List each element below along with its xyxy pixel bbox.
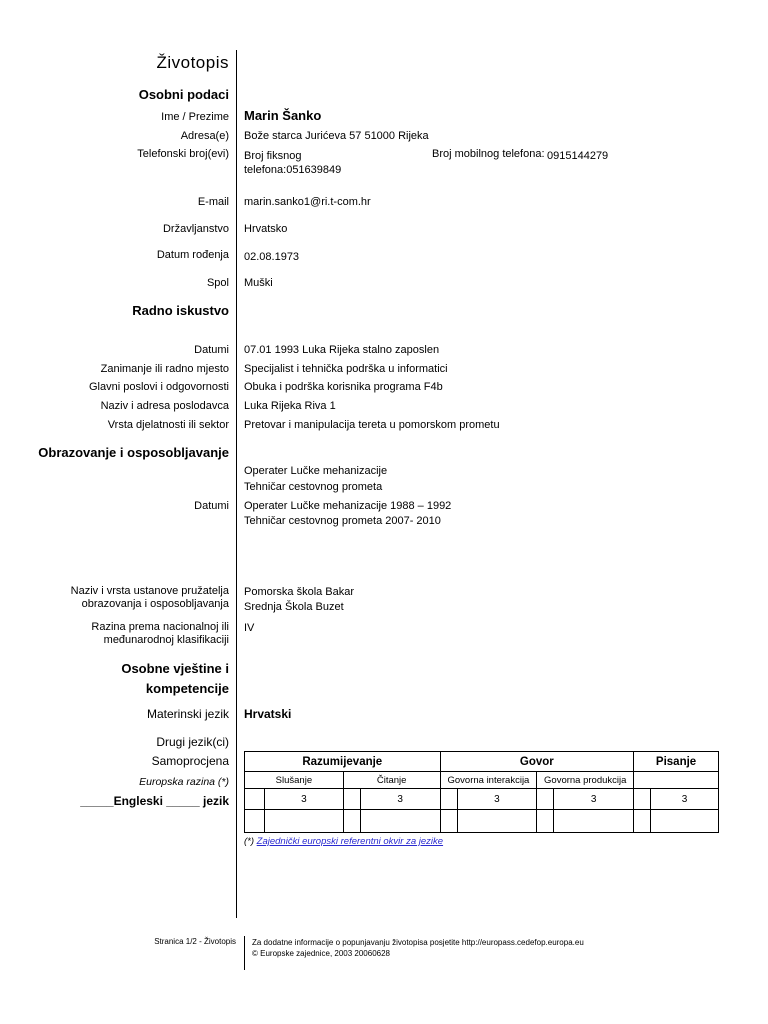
email-label: E-mail (197, 196, 229, 208)
value-reading: 3 (360, 789, 440, 810)
footer-info-line1: Za dodatne informacije o popunjavanju životopisa posjetite http://europass.cedefop.europa.eu (252, 938, 584, 947)
footer-page-info: Stranica 1/2 - Životopis (154, 937, 236, 946)
level-label: Razina prema nacionalnoj ili međunarodnoj klasifikaciji (91, 621, 229, 646)
footer-divider (244, 936, 245, 970)
institution-line1: Pomorska škola Bakar (244, 586, 355, 598)
mobile-label: Broj mobilnog telefona: (432, 148, 545, 160)
qualification-line2: Tehničar cestovnog prometa (244, 481, 383, 493)
phone-fixed-line1: Broj fiksnog (244, 150, 302, 162)
section-skills: Osobne vještine i kompetencije (121, 661, 229, 696)
language-row-label: _____Engleski _____ jezik (80, 794, 229, 808)
footer-info-line2: © Europske zajednice, 2003 20060628 (252, 949, 390, 958)
dob-value: 02.08.1973 (244, 251, 300, 263)
subheader-spoken-production: Govorna produkcija (537, 772, 634, 789)
dob-label: Datum rođenja (156, 249, 229, 261)
section-education: Obrazovanje i osposobljavanje (38, 445, 229, 460)
page-title: Životopis (156, 53, 229, 72)
subheader-listening: Slušanje (245, 772, 344, 789)
value-writing: 3 (651, 789, 719, 810)
section-personal: Osobni podaci (138, 87, 229, 102)
name-label: Ime / Prezime (161, 111, 229, 123)
institution-line2: Srednja Škola Buzet (244, 601, 344, 613)
footnote (244, 836, 443, 847)
work-dates-value: 07.01 1993 Luka Rijeka stalno zaposlen (244, 344, 440, 356)
header-writing: Pisanje (634, 752, 719, 772)
phone-fixed-line2: telefona:051639849 (244, 164, 342, 176)
edu-dates-label: Datumi (194, 500, 229, 512)
language-table (244, 751, 719, 833)
subheader-reading: Čitanje (343, 772, 440, 789)
job-label: Zanimanje ili radno mjesto (100, 363, 229, 375)
value-spoken-interaction: 3 (457, 789, 537, 810)
self-assessment-label: Samoprocjena (151, 754, 229, 768)
sector-label: Vrsta djelatnosti ili sektor (107, 419, 229, 431)
header-understanding: Razumijevanje (245, 752, 441, 772)
header-speaking: Govor (440, 752, 634, 772)
phone-label: Telefonski broj(evi) (137, 148, 229, 160)
european-level-label: Europska razina (*) (139, 776, 229, 788)
qualification-line1: Operater Lučke mehanizacije (244, 465, 388, 477)
value-spoken-production: 3 (554, 789, 634, 810)
column-divider (236, 50, 237, 918)
level-value: IV (244, 622, 255, 634)
address-value: Bože starca Jurićeva 57 51000 Rijeka (244, 130, 429, 142)
job-value: Specijalist i tehnička podrška u informatici (244, 363, 448, 375)
sector-value: Pretovar i manipulacija tereta u pomorskom prometu (244, 419, 500, 431)
citizenship-label: Državljanstvo (162, 223, 229, 235)
subheader-spoken-interaction: Govorna interakcija (440, 772, 537, 789)
mother-tongue-label: Materinski jezik (146, 707, 229, 721)
full-name: Marin Šanko (244, 108, 322, 123)
other-languages-label: Drugi jezik(ci) (156, 735, 229, 749)
employer-value: Luka Rijeka Riva 1 (244, 400, 336, 412)
citizenship-value: Hrvatsko (244, 223, 288, 235)
work-dates-label: Datumi (194, 344, 229, 356)
value-listening: 3 (264, 789, 343, 810)
duties-value: Obuka i podrška korisnika programa F4b (244, 381, 443, 393)
section-work: Radno iskustvo (132, 303, 229, 318)
gender-value: Muški (244, 277, 273, 289)
mother-tongue-value: Hrvatski (244, 707, 292, 721)
footnote-mark: (*) (244, 836, 257, 847)
edu-dates-line2: Tehničar cestovnog prometa 2007- 2010 (244, 515, 441, 527)
duties-label: Glavni poslovi i odgovornosti (88, 381, 229, 393)
email-value: marin.sanko1@ri.t-com.hr (244, 196, 371, 208)
employer-label: Naziv i adresa poslodavca (100, 400, 229, 412)
mobile-value: 0915144279 (547, 150, 609, 162)
edu-dates-line1: Operater Lučke mehanizacije 1988 – 1992 (244, 500, 452, 512)
cefr-link[interactable]: Zajednički europski referentni okvir za jezike (256, 836, 444, 847)
address-label: Adresa(e) (180, 130, 229, 142)
footer-info (252, 937, 584, 959)
gender-label: Spol (206, 277, 229, 289)
institution-label: Naziv i vrsta ustanove pružatelja obrazovanja i osposobljavanja (70, 585, 229, 610)
